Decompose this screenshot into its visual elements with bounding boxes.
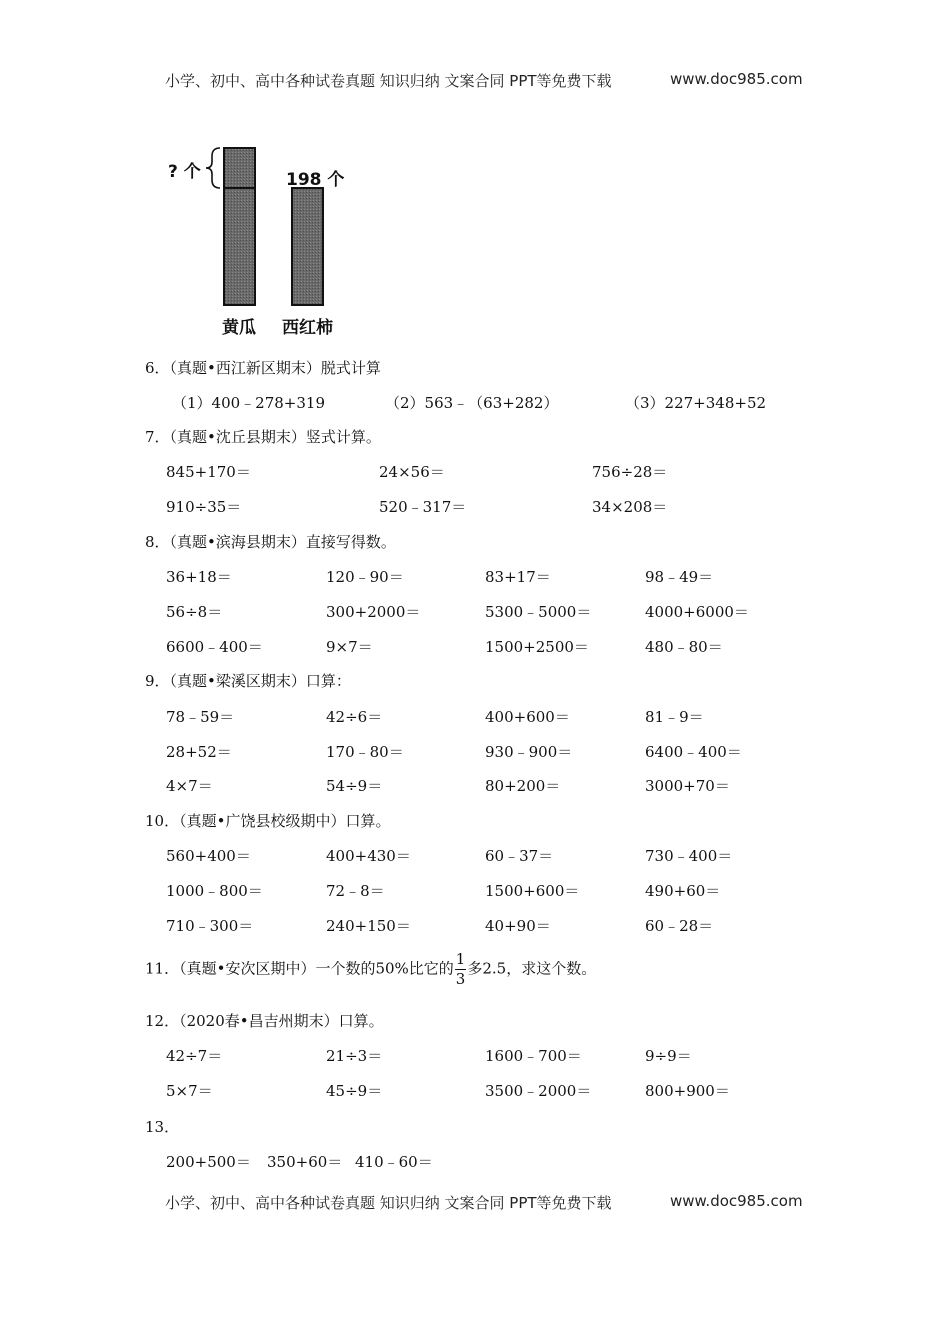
unknown-quantity-label: ? 个 [168,162,201,182]
problem-item: 930﹣900＝ [485,743,573,761]
question-number: 9． [145,672,170,690]
question-text: （真题•滨海县期末）直接写得数。 [169,533,396,551]
problem-item: 5×7＝ [166,1082,213,1100]
problem-item: 4000+6000＝ [645,603,749,621]
problem-item: （1）400﹣278+319 [172,394,326,412]
problem-item: 28+52＝ [166,743,232,761]
problem-item: 60﹣28＝ [645,917,714,935]
problem-item: 3500﹣2000＝ [485,1082,592,1100]
problem-item: （3）227+348+52 [625,394,767,412]
problem-item: 42÷6＝ [326,708,383,726]
header-text: 小学、初中、高中各种试卷真题 知识归纳 文案合同 PPT等免费下载 [165,72,612,90]
problem-item: 42÷7＝ [166,1047,223,1065]
problem-item: 4×7＝ [166,777,213,795]
question-title [145,952,596,987]
tomato-bar [292,188,323,305]
fraction-denominator: 3 [455,970,466,988]
tomato-label: 西红柿 [282,318,333,338]
problem-item: 6400﹣400＝ [645,743,742,761]
problem-item: 83+17＝ [485,568,551,586]
fraction [455,952,467,987]
question-text: （真题•沈丘县期末）竖式计算。 [169,428,381,446]
problem-item: 1600﹣700＝ [485,1047,582,1065]
problem-item: 1000﹣800＝ [166,882,263,900]
problem-item: 350+60＝ [267,1153,343,1171]
question-title [145,670,351,691]
problem-item: 400+600＝ [485,708,570,726]
footer-text: 小学、初中、高中各种试卷真题 知识归纳 文案合同 PPT等免费下载 [165,1194,612,1212]
problem-item: 1500+2500＝ [485,638,589,656]
question-text: （真题•广饶县校级期中）口算。 [179,812,391,830]
tomato-count-label: 198 个 [286,170,345,190]
problem-item: 410﹣60＝ [355,1153,433,1171]
problem-item: 800+900＝ [645,1082,730,1100]
problem-item: 54÷9＝ [326,777,383,795]
problem-item: 72﹣8＝ [326,882,385,900]
question-title [145,1010,384,1031]
question-text-end: 多2.5，求这个数。 [467,959,597,978]
question-number: 6． [145,359,170,377]
problem-item: 81﹣9＝ [645,708,704,726]
question-text: （真题•西江新区期末）脱式计算 [169,359,381,377]
question-text: （真题•安次区期中）一个数的50%比它的 [179,959,454,978]
problem-item: 5300﹣5000＝ [485,603,592,621]
problem-item: 480﹣80＝ [645,638,723,656]
question-text: （真题•梁溪区期末）口算： [169,672,351,690]
brace-icon [206,148,220,188]
page-footer [165,1192,803,1213]
problem-item: 9×7＝ [326,638,373,656]
page-header [165,70,803,91]
problem-item: 200+500＝ [166,1153,251,1171]
problem-item: 36+18＝ [166,568,232,586]
question-title [145,426,381,447]
problem-item: 910÷35＝ [166,498,242,516]
question-number: 8． [145,533,170,551]
problem-item: 300+2000＝ [326,603,421,621]
problem-item: 560+400＝ [166,847,251,865]
question-title [145,357,381,378]
question-title [145,531,396,552]
problem-item: 60﹣37＝ [485,847,554,865]
fraction-numerator: 1 [455,950,466,968]
problem-item: 170﹣80＝ [326,743,404,761]
question-number: 11． [145,959,180,978]
problem-item: 3000+70＝ [645,777,730,795]
problem-item: 6600﹣400＝ [166,638,263,656]
problem-item: 45÷9＝ [326,1082,383,1100]
question-text: （2020春•昌吉州期末）口算。 [179,1012,384,1030]
problem-item: 78﹣59＝ [166,708,235,726]
problem-item: 756÷28＝ [592,463,668,481]
question-number: 7． [145,428,170,446]
header-site: www.doc985.com [670,70,803,88]
question-number: 12． [145,1012,180,1030]
problem-item: 98﹣49＝ [645,568,714,586]
problem-item: 1500+600＝ [485,882,580,900]
problem-item: 21÷3＝ [326,1047,383,1065]
problem-item: 120﹣90＝ [326,568,404,586]
problem-item: 24×56＝ [379,463,445,481]
problem-item: （2）563﹣（63+282） [385,394,559,412]
question-title [145,810,390,831]
problem-item: 730﹣400＝ [645,847,733,865]
problem-item: 9÷9＝ [645,1047,692,1065]
problem-item: 240+150＝ [326,917,411,935]
problem-item: 56÷8＝ [166,603,223,621]
problem-item: 845+170＝ [166,463,251,481]
problem-item: 34×208＝ [592,498,668,516]
question-number: 10． [145,812,180,830]
cucumber-extra-segment [224,148,255,188]
problem-item: 80+200＝ [485,777,561,795]
problem-item: 40+90＝ [485,917,551,935]
question-number: 13． [145,1118,180,1136]
problem-item: 520﹣317＝ [379,498,467,516]
cucumber-bar [224,188,255,305]
problem-item: 710﹣300＝ [166,917,254,935]
problem-item: 490+60＝ [645,882,721,900]
cucumber-label: 黄瓜 [222,318,256,338]
footer-site: www.doc985.com [670,1192,803,1210]
problem-item: 400+430＝ [326,847,411,865]
